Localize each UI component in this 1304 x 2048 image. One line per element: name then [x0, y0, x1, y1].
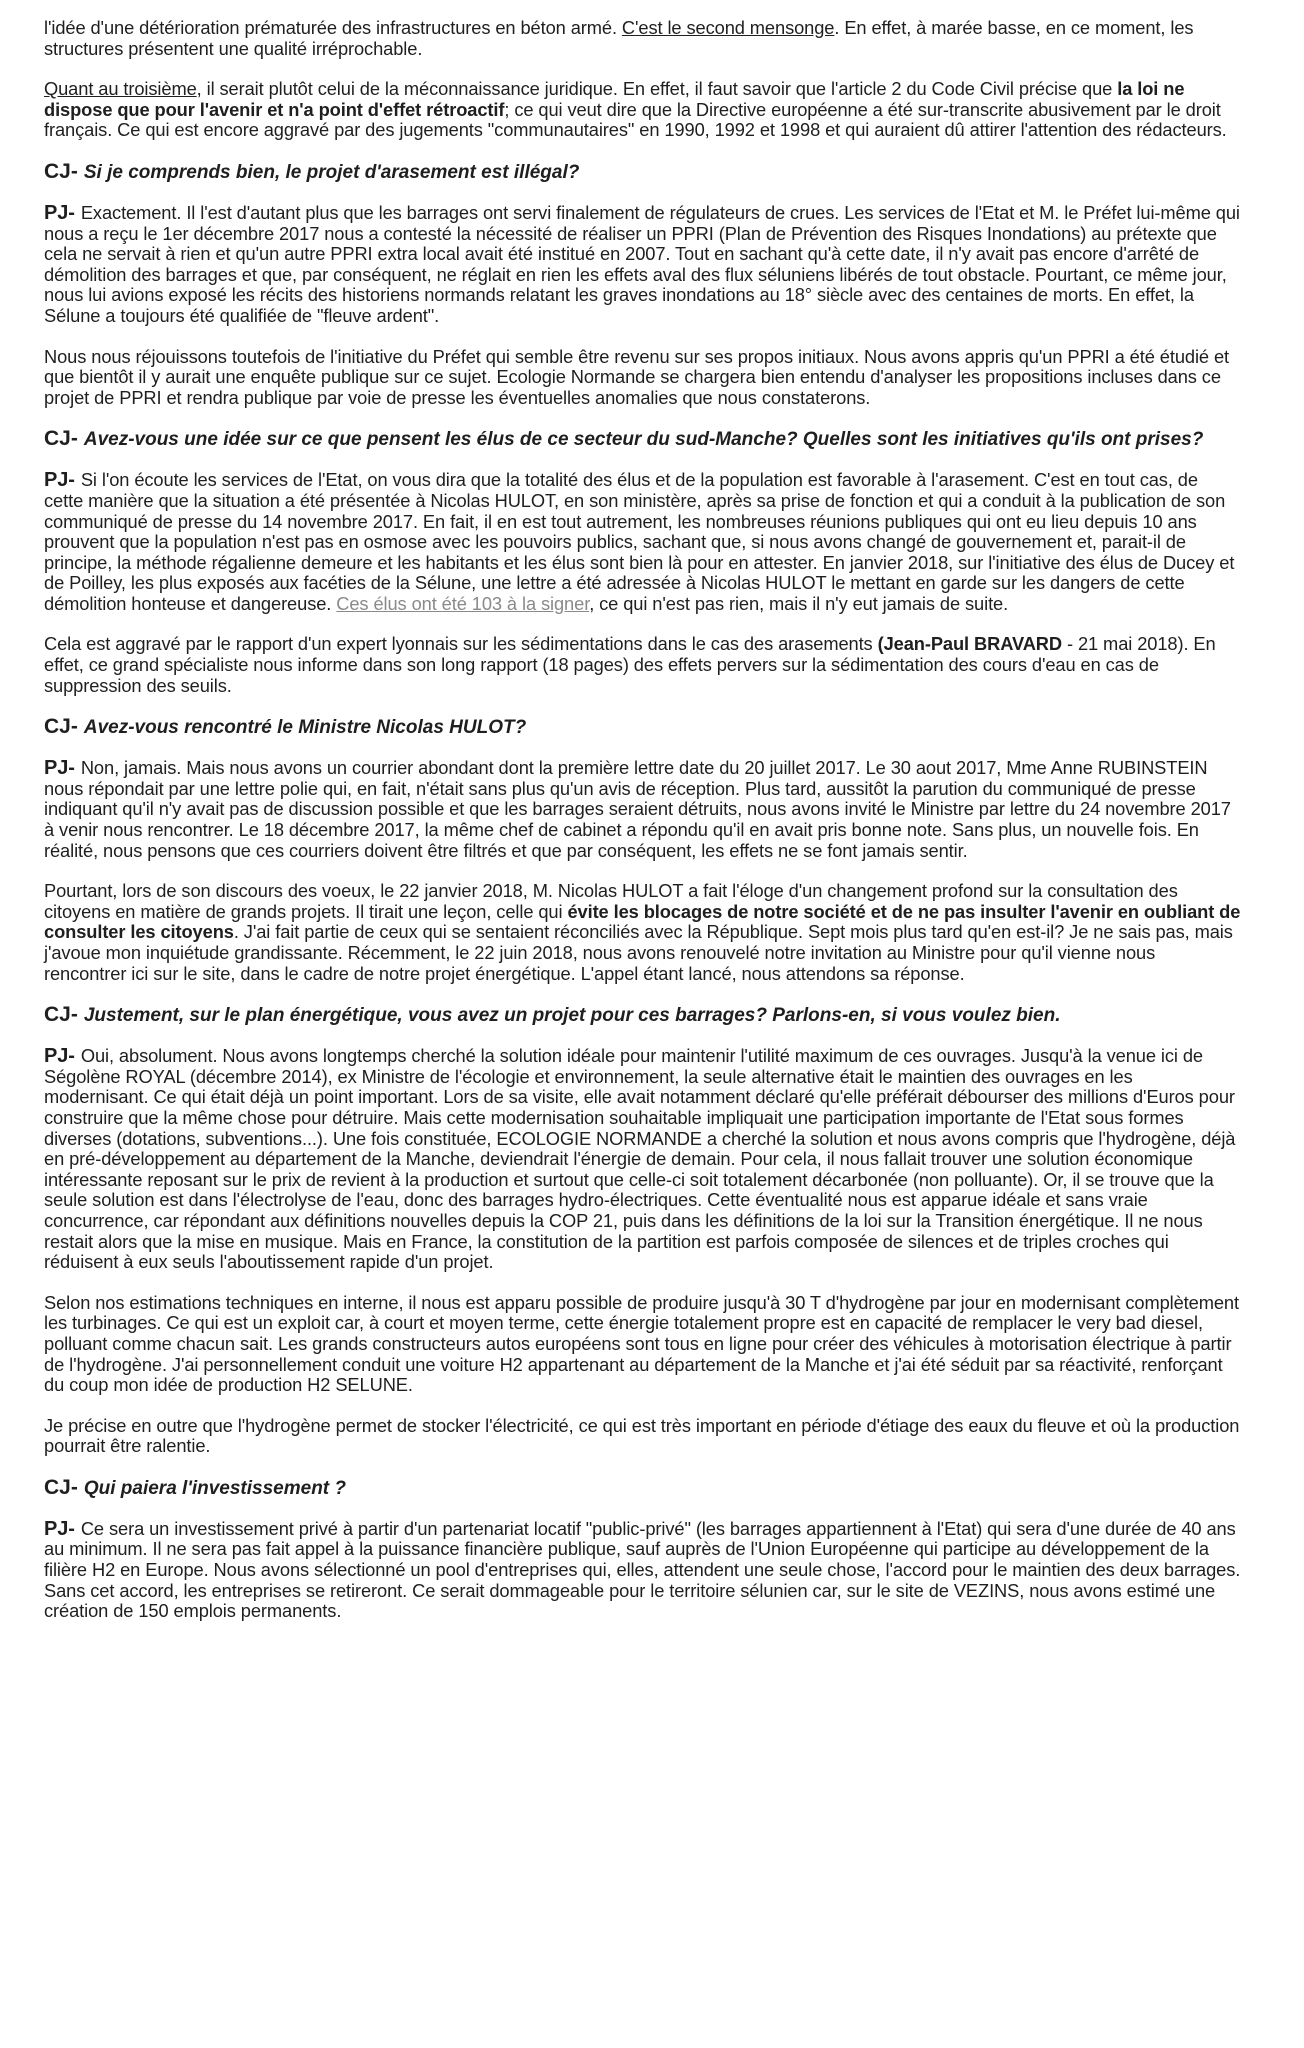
underlined-phrase: C'est le second mensonge	[621, 17, 835, 38]
speaker-label: CJ-	[44, 1003, 78, 1027]
bold-phrase: (Jean-Paul BRAVARD	[877, 633, 1062, 655]
speaker-label: CJ-	[44, 1475, 78, 1499]
underlined-phrase: Quant au troisième	[44, 78, 197, 100]
speaker-label: CJ-	[44, 427, 78, 451]
answer-4-continued: Selon nos estimations techniques en interne, il nous est apparu possible de produire jusqu'à 30 T d'hydrogène par jour en modernisant complètement les turbinages. Ce qui est un exploit car, à court et moyen terme, cette énergie totalement propre est en capacité de remplacer le very bad diesel, polluant comme chacun sait. Les grands constructeurs autos européens sont tous en ligne pour créer des véhicules à motorisation électrique à partir de l'hydrogène. J'ai personnellement conduit une voiture H2 appartenant au département de la Manche et j'ai été séduit par sa réactivité, renforçant du coup mon idée de production H2 SELUNE.	[44, 1291, 1239, 1396]
speaker-label: PJ-	[44, 469, 75, 492]
answer-3-continued: Pourtant, lors de son discours des voeux, le 22 janvier 2018, M. Nicolas HULOT a fait l'éloge d'un changement profond sur la consultation des citoyens en matière de grands projets. Il tirait une leçon, celle qui évite les blocages de notre société et de ne pas insulter l'avenir en oubliant de consulter les citoyens. J'ai fait partie de ceux qui se sentaient réconciliés avec la République. Sept mois plus tard qu'en est-il? Je ne sais pas, mais j'avoue mon inquiétude grandissante. Récemment, le 22 juin 2018, nous avons renouvelé notre invitation au Ministre pour qu'il vienne nous rencontrer ici sur le site, dans le cadre de notre projet énergétique. L'appel étant lancé, nous attendons sa réponse.	[44, 880, 1241, 984]
question-5: CJ- Qui paiera l'investissement ?	[44, 1475, 347, 1499]
answer-4: PJ- Oui, absolument. Nous avons longtemps cherché la solution idéale pour maintenir l'utilité maximum de ces ouvrages. Jusqu'à la venue ici de Ségolène ROYAL (décembre 2014), ex Ministre de l'écologie et environnement, la seule alternative était le maintien des ouvrages en les modernisant. Ce qui était déjà un point important. Lors de sa visite, elle avait notamment déclaré qu'elle préférait débourser des millions d'Euros pour construire que la même chose pour détruire. Mais cette modernisation souhaitable impliquait une participation importante de l'Etat sous formes diverses (dotations, subventions...). Une fois constituée, ECOLOGIE NORMANDE a cherché la solution et nous avons compris que l'hydrogène, déjà en pré-développement au département de la Manche, deviendrait l'énergie de demain. Pour cela, il nous fallait trouver une solution économique intéressante reposant sur le prix de revient à la production et surtout que celle-ci soit totalement décarbonée (non polluante). Or, il se trouve que la seule solution est dans l'électrolyse de l'eau, donc des barrages hydro-électriques. Cette éventualité nous est apparue idéale et sans vraie concurrence, car répondant aux définitions nouvelles depuis la COP 21, puis dans les définitions de la loi sur la Transition énergétique. Il ne nous restait alors que la mise en musique. Mais en France, la constitution de la partition est parfois composée de silences et de triples croches qui réduisent à eux seuls l'aboutissement rapide d'un projet.	[44, 1045, 1236, 1273]
answer-5: PJ- Ce sera un investissement privé à partir d'un partenariat locatif "public-privé" (les barrages appartiennent à l'Etat) qui sera d'une durée de 40 ans au minimum. Il ne sera pas fait appel à la puissance financière publique, sauf auprès de l'Union Européenne qui participe au développement de la filière H2 en Europe. Nous avons sélectionné un pool d'entreprises qui, elles, attendent une seule chose, l'accord pour le maintien des deux barrages. Sans cet accord, les entreprises se retireront. Ce serait dommageable pour le territoire sélunien car, sur le site de VEZINS, nous avons estimé une création de 150 emplois permanents.	[44, 1517, 1241, 1622]
answer-3: PJ- Non, jamais. Mais nous avons un courrier abondant dont la première lettre date du 20 juillet 2017. Le 30 aout 2017, Mme Anne RUBINSTEIN nous répondait par une lettre polie qui, en fait, n'était sans plus qu'un avis de réception. Plus tard, aussitôt la parution du communiqué de presse indiquant qu'il n'y avait pas de discussion possible et que les barrages seraient détruits, nous avons invité le Ministre par lettre du 24 novembre 2017 à venir nous rencontrer. Le 18 décembre 2017, la même chef de cabinet a répondu qu'il en avait pris bonne note. Sans plus, un nouvelle fois. En réalité, nous pensons que ces courriers doivent être filtrés et que par conséquent, les effets ne se font jamais sentir.	[44, 757, 1231, 861]
answer-1: PJ- Exactement. Il l'est d'autant plus que les barrages ont servi finalement de régulateurs de crues. Les services de l'Etat et M. le Préfet lui-même qui nous a reçu le 1er décembre 2017 nous a contesté la nécessité de réaliser un PPRI (Plan de Prévention des Risques Inondations) au prétexte que cela ne servait à rien et qu'un autre PPRI extra local avait été institué en 2007. Tout en sachant qu'à cette date, il n'y avait pas encore d'arrêté de démolition des barrages et que, par conséquent, ne réglait en rien les effets aval des flux séluniens libérés de tout obstacle. Pourtant, ce même jour, nous lui avions exposé les récits des historiens normands relatant les graves inondations au 18° siècle avec des centaines de morts. En effet, la Sélune a toujours été qualifiée de "fleuve ardent".	[44, 201, 1240, 326]
bold-phrase: évite les blocages de notre société et de ne pas insulter l'avenir en oubliant de consulter les citoyens	[44, 900, 1241, 943]
speaker-label: PJ-	[44, 1517, 75, 1540]
question-1: CJ- Si je comprends bien, le projet d'arasement est illégal?	[44, 159, 580, 183]
answer-2: PJ- Si l'on écoute les services de l'Etat, on vous dira que la totalité des élus et de la population est favorable à l'arasement. C'est en tout cas, de cette manière que la situation a été présentée à Nicolas HULOT, en son ministère, après sa prise de fonction et qui a conduit à la publication de son communiqué de presse du 14 novembre 2017. En fait, il en est tout autrement, les nombreuses réunions publiques qui ont eu lieu depuis 10 ans prouvent que la population n'est pas en osmose avec les pouvoirs publics, sachant que, si nous avons changé de gouvernement et, parait-il de principe, la méthode régalienne demeure et les habitants et les élus sont bien là pour en attester. En janvier 2018, sur l'initiative des élus de Ducey et de Poilley, les plus exposés aux facéties de la Sélune, une lettre a été adressée à Nicolas HULOT le mettant en garde sur les dangers de cette démolition honteuse et dangereuse. Ces élus ont été 103 à la signer, ce qui n'est pas rien, mais il n'y eut jamais de suite.	[44, 469, 1235, 614]
answer-1-continued: Nous nous réjouissons toutefois de l'initiative du Préfet qui semble être revenu sur ses propos initiaux. Nous avons appris qu'un PPRI a été étudié et que bientôt il y aurait une enquête publique sur ce sujet. Ecologie Normande se chargera bien entendu d'analyser les propositions incluses dans ce projet de PPRI et rendra publique par voie de presse les éventuelles anomalies que nous constaterons.	[44, 345, 1230, 408]
faded-underlined-phrase: Ces élus ont été 103 à la signer	[336, 592, 590, 614]
question-3: CJ- Avez-vous rencontré le Ministre Nicolas HULOT?	[44, 715, 527, 739]
speaker-label: PJ-	[44, 757, 75, 780]
question-4: CJ- Justement, sur le plan énergétique, vous avez un projet pour ces barrages? Parlons-en, si vous voulez bien.	[44, 1003, 1061, 1027]
paragraph-intro: l'idée d'une détérioration prématurée des infrastructures en béton armé. C'est le second mensonge. En effet, à marée basse, en ce moment, les structures présentent une qualité irréprochable.	[44, 17, 1194, 59]
answer-2-continued: Cela est aggravé par le rapport d'un expert lyonnais sur les sédimentations dans le cas des arasements (Jean-Paul BRAVARD - 21 mai 2018). En effet, ce grand spécialiste nous informe dans son long rapport (18 pages) des effets pervers sur la sédimentation des cours d'eau en cas de suppression des seuils.	[44, 633, 1216, 696]
question-2: CJ- Avez-vous une idée sur ce que pensent les élus de ce secteur du sud-Manche? Quelles sont les initiatives qu'ils ont prises?	[44, 427, 1204, 451]
speaker-label: PJ-	[44, 1045, 75, 1068]
bold-phrase: la loi ne dispose que pour l'avenir et n'a point d'effet rétroactif	[44, 78, 1185, 120]
paragraph-third-lie: Quant au troisième, il serait plutôt celui de la méconnaissance juridique. En effet, il faut savoir que l'article 2 du Code Civil précise que la loi ne dispose que pour l'avenir et n'a point d'effet rétroactif; ce qui veut dire que la Directive européenne a été sur-transcrite abusivement par le droit français. Ce qui est encore aggravé par des jugements "communautaires" en 1990, 1992 et 1998 et qui auraient dû attirer l'attention des rédacteurs.	[44, 78, 1227, 141]
speaker-label: PJ-	[44, 201, 75, 224]
answer-4-storage: Je précise en outre que l'hydrogène permet de stocker l'électricité, ce qui est très important en période d'étiage des eaux du fleuve et où la production pourrait être ralentie.	[44, 1414, 1240, 1457]
speaker-label: CJ-	[44, 715, 78, 739]
speaker-label: CJ-	[44, 159, 78, 183]
